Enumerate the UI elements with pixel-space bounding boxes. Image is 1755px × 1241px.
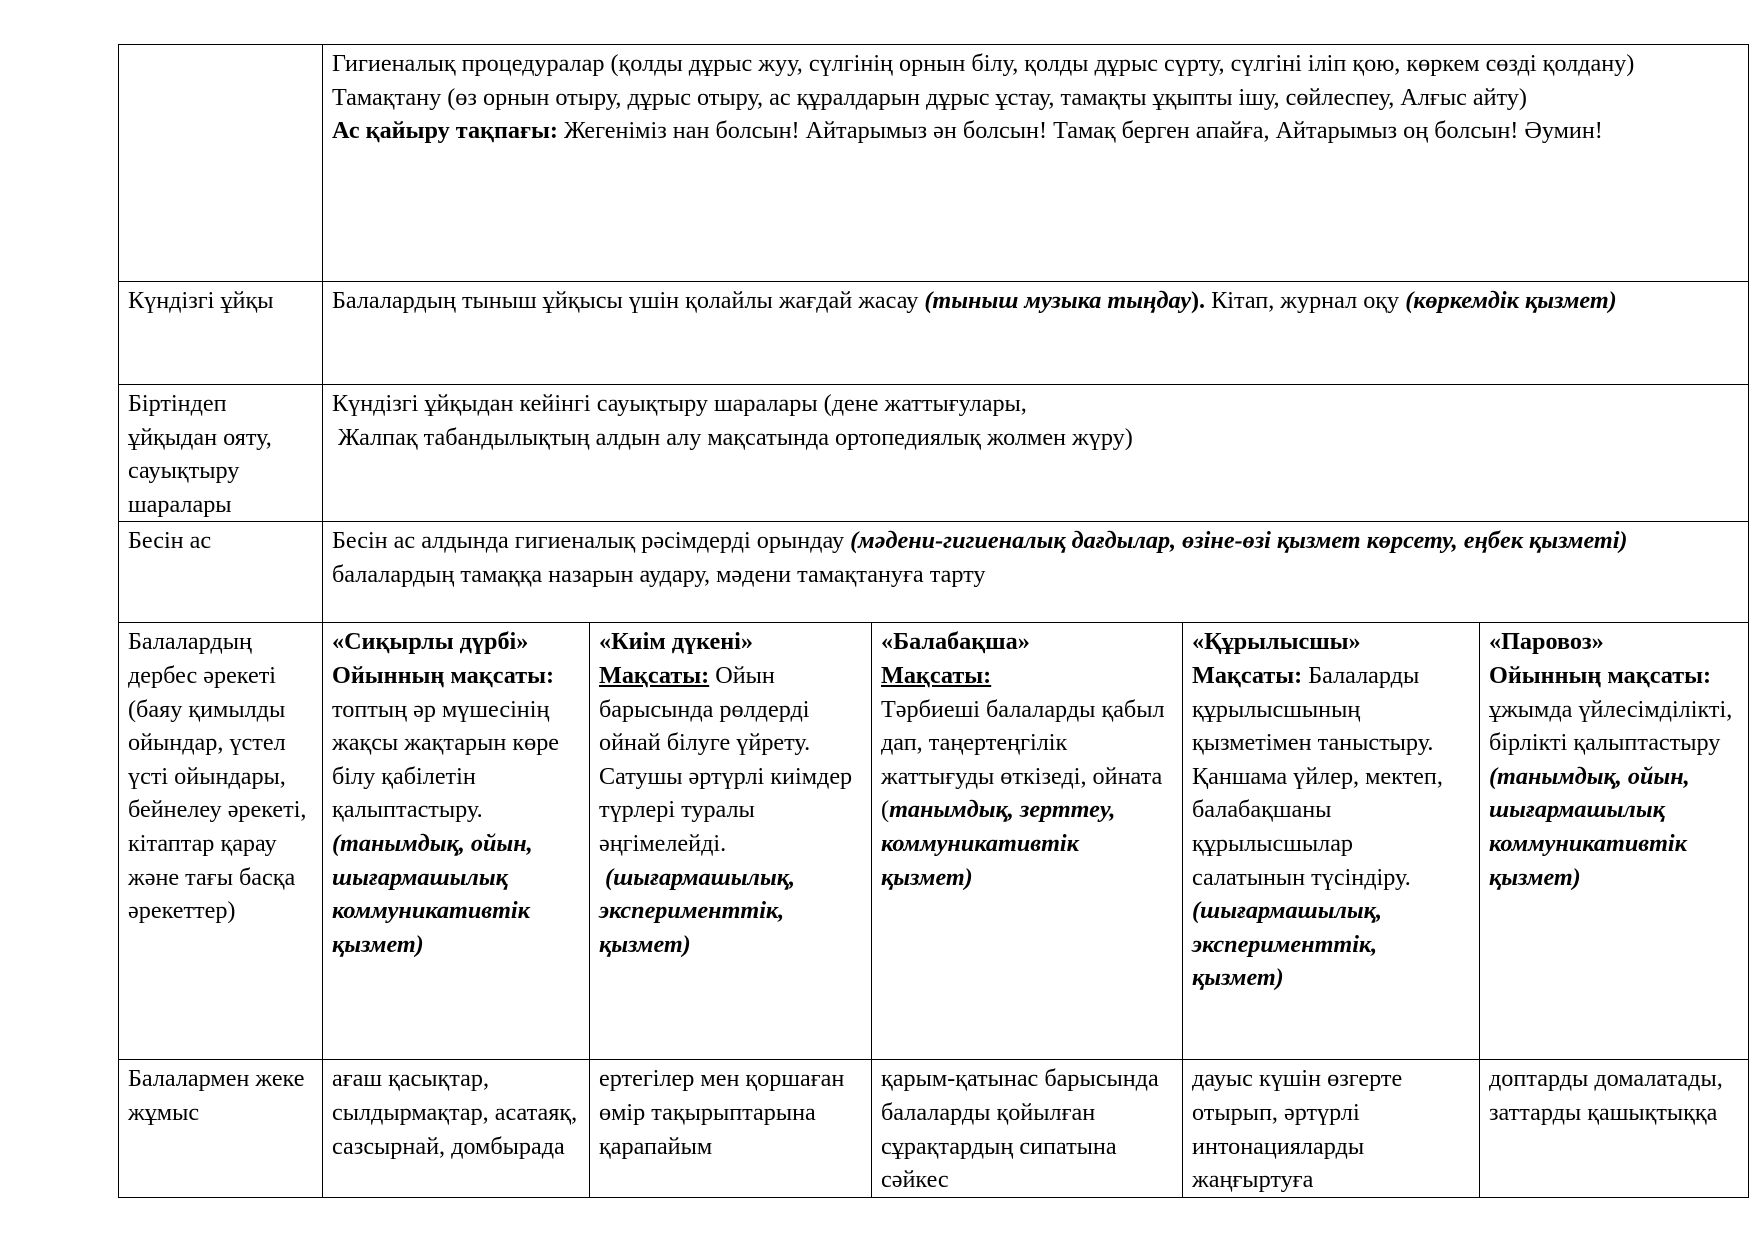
row-label-cell [119, 522, 323, 623]
nap-paren-close: ). [1190, 287, 1206, 314]
row-label: Балалардың дербес әрекеті (баяу қимылды ойындар, үстел үсті ойындары, бейнелеу әрекеті, кітаптар қарау және тағы басқа әрекеттер) [128, 628, 307, 925]
game-goal-label: Мақсаты: [1192, 661, 1303, 689]
game-activity: (шығармашылық, эксперименттік, қызмет) [1192, 897, 1382, 992]
game-goal: ұжымда үйлесімділікті, бірлікті қалыптастыру [1489, 695, 1733, 757]
game-activity: танымдық, зерттеу, коммуникативтік қызмет) [881, 796, 1116, 891]
row-label: Күндізгі ұйқы [128, 287, 274, 314]
eating-text: Тамақтану (өз орнын отыру, дұрыс отыру, ас құралдарын дұрыс ұстау, тамақты ұқыпты ішу, сөйлеспеу, Алғыс айту) [332, 83, 1527, 111]
row-label-cell [119, 282, 323, 385]
individual-text: қарым-қатынас барысында балаларды қойылған сұрақтардың сипатына сәйкес [881, 1065, 1159, 1194]
row-label: Балалармен жеке жұмыс [128, 1065, 305, 1126]
game-title: «Сиқырлы дүрбі» [332, 628, 529, 656]
table-row [119, 623, 1749, 1060]
nap-music: (тыныш музыка тыңдау [924, 287, 1191, 314]
individual-cell-2 [590, 1060, 872, 1197]
game-cell-2 [590, 623, 872, 1060]
nap-reading: Кітап, журнал оқу [1205, 287, 1406, 314]
row-content-cell [323, 385, 1749, 522]
individual-text: доптарды домалатады, заттарды қашықтыққа [1489, 1065, 1723, 1126]
game-activity-open: ( [881, 796, 890, 824]
row-label: Біртіндеп ұйқыдан ояту, сауықтыру шаралары [128, 390, 272, 518]
game-activity: (танымдық, ойын, шығармашылық коммуникативтік қызмет) [332, 829, 533, 958]
game-goal: Балаларды құрылысшының қызметімен таныстыру. Қаншама үйлер, мектеп, балабақшаны құрылысшылар салатынын түсіндіру. [1192, 661, 1443, 891]
document-page [118, 44, 1748, 1198]
wakeup-line-2: Жалпақ табандылықтың алдын алу мақсатында ортопедиялық жолмен жүру) [332, 423, 1133, 451]
individual-text: дауыс күшін өзгерте отырып, әртүрлі интонацияларды жаңғыртуға [1192, 1065, 1403, 1194]
game-title: «Киім дүкені» [599, 628, 753, 656]
snack-line-2: балалардың тамаққа назарын аудару, мәдени тамақтануға тарту [332, 560, 986, 588]
row-content-cell [323, 522, 1749, 623]
snack-activity: (мәдени-гигиеналық дағдылар, өзіне-өзі қызмет көрсету, еңбек қызметі) [850, 527, 1628, 555]
table-row [119, 282, 1749, 385]
nap-paren-open [924, 287, 1205, 314]
individual-text: ағаш қасықтар, сылдырмақтар, асатаяқ, сазсырнай, домбырада [332, 1065, 578, 1160]
game-extra: Сатушы әртүрлі киімдер түрлері туралы әңгімелейді. [599, 762, 853, 857]
nap-activity: (көркемдік қызмет) [1405, 287, 1617, 314]
schedule-table [118, 44, 1749, 1198]
game-goal-label: Мақсаты: [599, 661, 710, 689]
table-row [119, 385, 1749, 522]
nap-text: Балалардың тыныш ұйқысы үшін қолайлы жағдай жасау [332, 287, 925, 314]
game-goal: топтың әр мүшесінің жақсы жақтарын көре білу қабілетін қалыптастыру. [332, 695, 560, 824]
game-goal-label: Ойынның мақсаты: [1489, 661, 1712, 689]
row-label-cell [119, 385, 323, 522]
row-label: Бесін ас [128, 527, 212, 555]
individual-text: ертегілер мен қоршаған өмір тақырыптарына қарапайым [599, 1065, 845, 1160]
individual-cell-4 [1183, 1060, 1480, 1197]
row-label-cell [119, 45, 323, 282]
game-cell-3 [872, 623, 1183, 1060]
game-goal-label: Мақсаты: [881, 661, 992, 689]
game-title: «Құрылысшы» [1192, 628, 1361, 656]
game-goal-label: Ойынның мақсаты: [332, 661, 555, 689]
prayer-label: Ас қайыру тақпағы: [332, 117, 558, 145]
table-row [119, 45, 1749, 282]
row-content-cell [323, 45, 1749, 282]
nap-paragraph [332, 284, 1739, 318]
individual-cell-5 [1480, 1060, 1749, 1197]
prayer-text: Жегеніміз нан болсын! Айтарымыз ән болсын! Тамақ берген апайға, Айтарымыз оң болсын! Әумин! [557, 117, 1603, 145]
game-activity: (шығармашылық, эксперименттік, қызмет) [599, 863, 802, 958]
game-activity: (танымдық, ойын, шығармашылық коммуникативтік қызмет) [1489, 762, 1690, 891]
table-row [119, 522, 1749, 623]
row-content-cell [323, 282, 1749, 385]
hygiene-text: Гигиеналық процедуралар (қолды дұрыс жуу, сүлгінің орнын білу, қолды дұрыс сүрту, сүлгіні іліп қою, көркем сөзді қолдану) [332, 50, 1635, 77]
game-title: «Балабақша» [881, 628, 1030, 656]
snack-paragraph [332, 524, 1739, 558]
snack-text: Бесін ас алдында гигиеналық рәсімдерді орындау [332, 527, 851, 555]
game-cell-4 [1183, 623, 1480, 1060]
game-cell-5 [1480, 623, 1749, 1060]
row-label-cell [119, 1060, 323, 1197]
wakeup-line-1: Күндізгі ұйқыдан кейінгі сауықтыру шаралары (дене жаттығулары, [332, 390, 1027, 417]
individual-cell-1 [323, 1060, 590, 1197]
individual-cell-3 [872, 1060, 1183, 1197]
row-label-cell [119, 623, 323, 1060]
game-goal: Тәрбиеші балаларды қабыл дап, таңертеңгілік жаттығуды өткізеді, ойната [881, 695, 1165, 790]
game-cell-1 [323, 623, 590, 1060]
game-goal: Ойын барысында рөлдерді ойнай білуге үйрету. [599, 661, 811, 757]
prayer-paragraph [332, 114, 1739, 148]
game-title: «Паровоз» [1489, 628, 1604, 656]
table-row [119, 1060, 1749, 1197]
